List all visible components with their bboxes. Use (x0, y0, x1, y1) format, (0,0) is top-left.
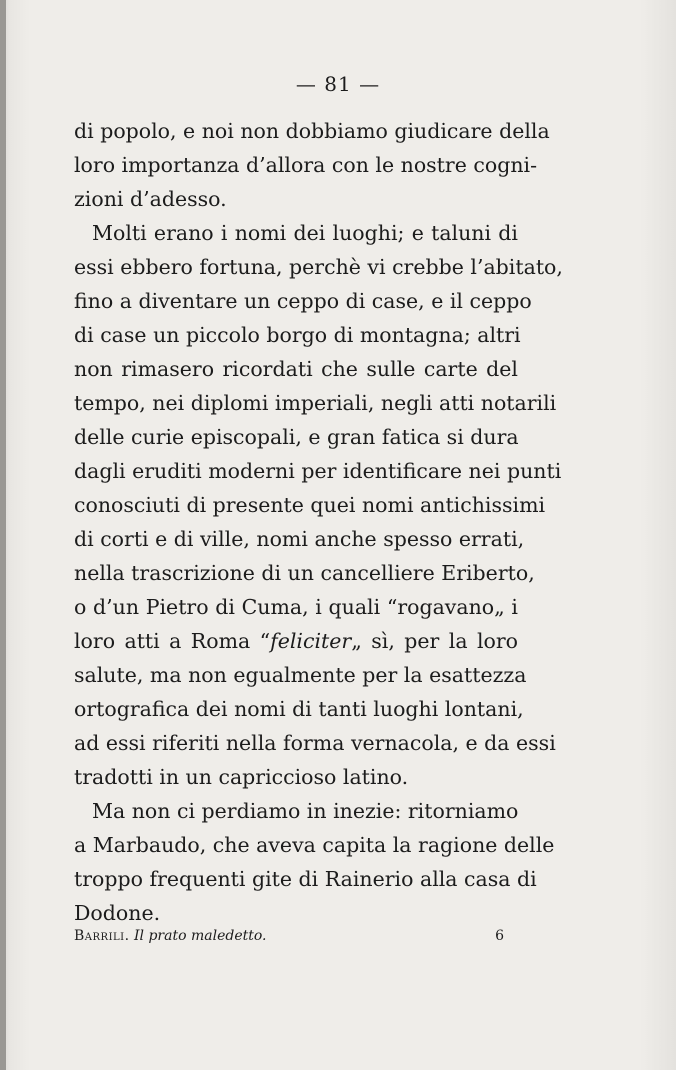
text-line: di popolo, e noi non dobbiamo giudicare della (74, 119, 550, 143)
page-footer (74, 928, 504, 944)
text-line: conosciuti di presente quei nomi antichissimi (74, 493, 546, 517)
text-line: tradotti in un capriccioso latino. (74, 765, 409, 789)
text-line: Molti erano i nomi dei luoghi; e taluni di (92, 221, 518, 245)
text-line: delle curie episcopali, e gran fatica si dura (74, 425, 519, 449)
text-line: o d’un Pietro di Cuma, i quali “rogavano„ i (74, 595, 518, 619)
text-line: ad essi riferiti nella forma vernacola, e da essi (74, 731, 556, 755)
footer-title: Il prato maledetto. (134, 928, 267, 944)
text-line: zioni d’adesso. (74, 187, 227, 211)
text-line: Ma non ci perdiamo in inezie: ritorniamo (92, 799, 519, 823)
text-line: non rimasero ricordati che sulle carte del (74, 357, 518, 381)
text-line: di corti e di ville, nomi anche spesso errati, (74, 527, 525, 551)
footer-credit (74, 928, 267, 944)
text-line: dagli eruditi moderni per identificare nei punti (74, 459, 562, 483)
text-line: a Marbaudo, che aveva capita la ragione delle (74, 833, 555, 857)
text-line: troppo frequenti gite di Rainerio alla casa di (74, 867, 537, 891)
text-line: Dodone. (74, 901, 161, 925)
text-line: fino a diventare un ceppo di case, e il ceppo (74, 289, 532, 313)
text-line: nella trascrizione di un cancelliere Eriberto, (74, 561, 535, 585)
text-line: loro atti a Roma “feliciter„ sì, per la loro (74, 629, 519, 653)
text-line: di case un piccolo borgo di montagna; altri (74, 323, 521, 347)
body-text (74, 114, 563, 930)
text-line: tempo, nei diplomi imperiali, negli atti notarili (74, 391, 557, 415)
text-line: salute, ma non egualmente per la esattezza (74, 663, 527, 687)
page-number: — 81 — (295, 72, 381, 96)
footer-author: Barrili. (74, 928, 130, 944)
text-line: loro importanza d’allora con le nostre cogni- (74, 153, 538, 177)
page-spine-shadow (0, 0, 6, 1070)
text-line: essi ebbero fortuna, perchè vi crebbe l’abitato, (74, 255, 563, 279)
text-line: ortografica dei nomi di tanti luoghi lontani, (74, 697, 524, 721)
signature-mark: 6 (495, 928, 504, 944)
